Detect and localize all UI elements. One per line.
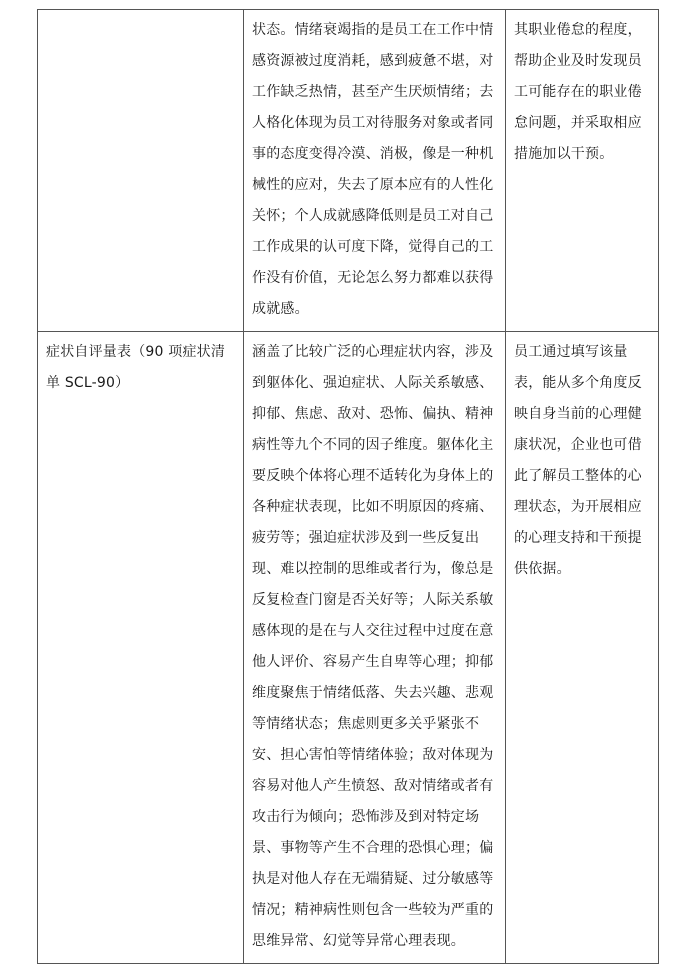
scale-name-cell xyxy=(38,332,244,964)
description-cell xyxy=(244,10,506,332)
purpose-text: 员工通过填写该量表，能从多个角度反映自身当前的心理健康状况，企业也可借此了解员工整体的心理状态，为开展相应的心理支持和干预提供依据。 xyxy=(514,344,642,577)
description-text: 状态。情绪衰竭指的是员工在工作中情感资源被过度消耗，感到疲惫不堪，对工作缺乏热情，甚至产生厌烦情绪；去人格化体现为员工对待服务对象或者同事的态度变得冷漠、消极，像是一种机械性的应对，失去了原本应有的人性化关怀；个人成就感降低则是员工对自己工作成果的认可度下降，觉得自己的工作没有价值，无论怎么努力都难以获得成就感。 xyxy=(252,22,494,317)
scale-name-cell xyxy=(38,10,244,332)
purpose-cell xyxy=(506,10,659,332)
description-text: 涵盖了比较广泛的心理症状内容，涉及到躯体化、强迫症状、人际关系敏感、抑郁、焦虑、敌对、恐怖、偏执、精神病性等九个不同的因子维度。躯体化主要反映个体将心理不适转化为身体上的各种症状表现，比如不明原因的疼痛、疲劳等；强迫症状涉及到一些反复出现、难以控制的思维或者行为，像总是反复检查门窗是否关好等；人际关系敏感体现的是在与人交往过程中过度在意他人评价、容易产生自卑等心理；抑郁维度聚焦于情绪低落、失去兴趣、悲观等情绪状态；焦虑则更多关乎紧张不安、担心害怕等情绪体验；敌对体现为容易对他人产生愤怒、敌对情绪或者有攻击行为倾向；恐怖涉及到对特定场景、事物等产生不合理的恐惧心理；偏执是对他人存在无端猜疑、过分敏感等情况；精神病性则包含一些较为严重的思维异常、幻觉等异常心理表现。 xyxy=(252,344,494,949)
description-cell xyxy=(244,332,506,964)
scale-name-text: 症状自评量表（90 项症状清单 SCL-90） xyxy=(46,344,226,391)
purpose-cell xyxy=(506,332,659,964)
purpose-text: 其职业倦怠的程度，帮助企业及时发现员工可能存在的职业倦怠问题，并采取相应措施加以干预。 xyxy=(514,22,642,162)
table-row xyxy=(38,10,659,332)
assessment-scale-table xyxy=(37,9,659,964)
table-row xyxy=(38,332,659,964)
